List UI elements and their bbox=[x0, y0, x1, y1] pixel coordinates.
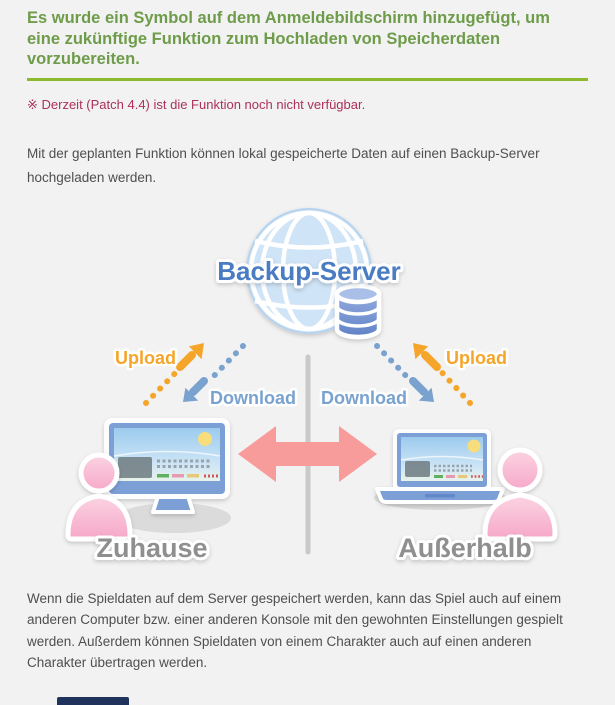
heading-underline bbox=[27, 78, 588, 81]
next-section-peek bbox=[57, 697, 129, 705]
intro-paragraph: Mit der geplanten Funktion können lokal gespeicherte Daten auf einen Backup-Server hochgeladen werden. bbox=[27, 145, 540, 185]
download-arrow-icon-left bbox=[183, 381, 204, 402]
database-icon bbox=[337, 286, 379, 337]
availability-note: ※ Derzeit (Patch 4.4) ist die Funktion noch nicht verfügbar. bbox=[27, 96, 366, 112]
download-dotted-line-left bbox=[208, 346, 243, 382]
backup-server-diagram bbox=[0, 194, 615, 566]
download-label-right: Download bbox=[321, 387, 407, 408]
location-label-left: Zuhause bbox=[96, 532, 208, 563]
upload-label-right: Upload bbox=[446, 347, 507, 368]
server-label: Backup-Server bbox=[217, 255, 401, 286]
upload-arrow-icon-right bbox=[413, 343, 437, 367]
location-label-right: Außerhalb bbox=[398, 532, 532, 563]
upload-label-left: Upload bbox=[115, 347, 176, 368]
page-title: Es wurde ein Symbol auf dem Anmeldebildschirm hinzugefügt, um eine zukünftige Funktion zum Hochladen von Speicherdaten vorzubereiten. bbox=[27, 9, 550, 68]
outro-paragraph: Wenn die Spieldaten auf dem Server gespeichert werden, kann das Spiel auch auf einem anderen Computer bzw. einer anderen Konsole mit den gewohnten Einstellungen gespielt werden. Außerdem können Spieldaten von einem Charakter auch auf einen anderen Charakter übertragen werden. bbox=[27, 590, 563, 670]
download-arrow-icon-right bbox=[413, 381, 434, 402]
download-label-left: Download bbox=[210, 387, 296, 408]
upload-dotted-line-right bbox=[437, 367, 470, 403]
upload-arrow-icon-left bbox=[180, 343, 204, 367]
download-dotted-line-right bbox=[377, 346, 412, 382]
laptop-computer-icon bbox=[374, 429, 506, 510]
